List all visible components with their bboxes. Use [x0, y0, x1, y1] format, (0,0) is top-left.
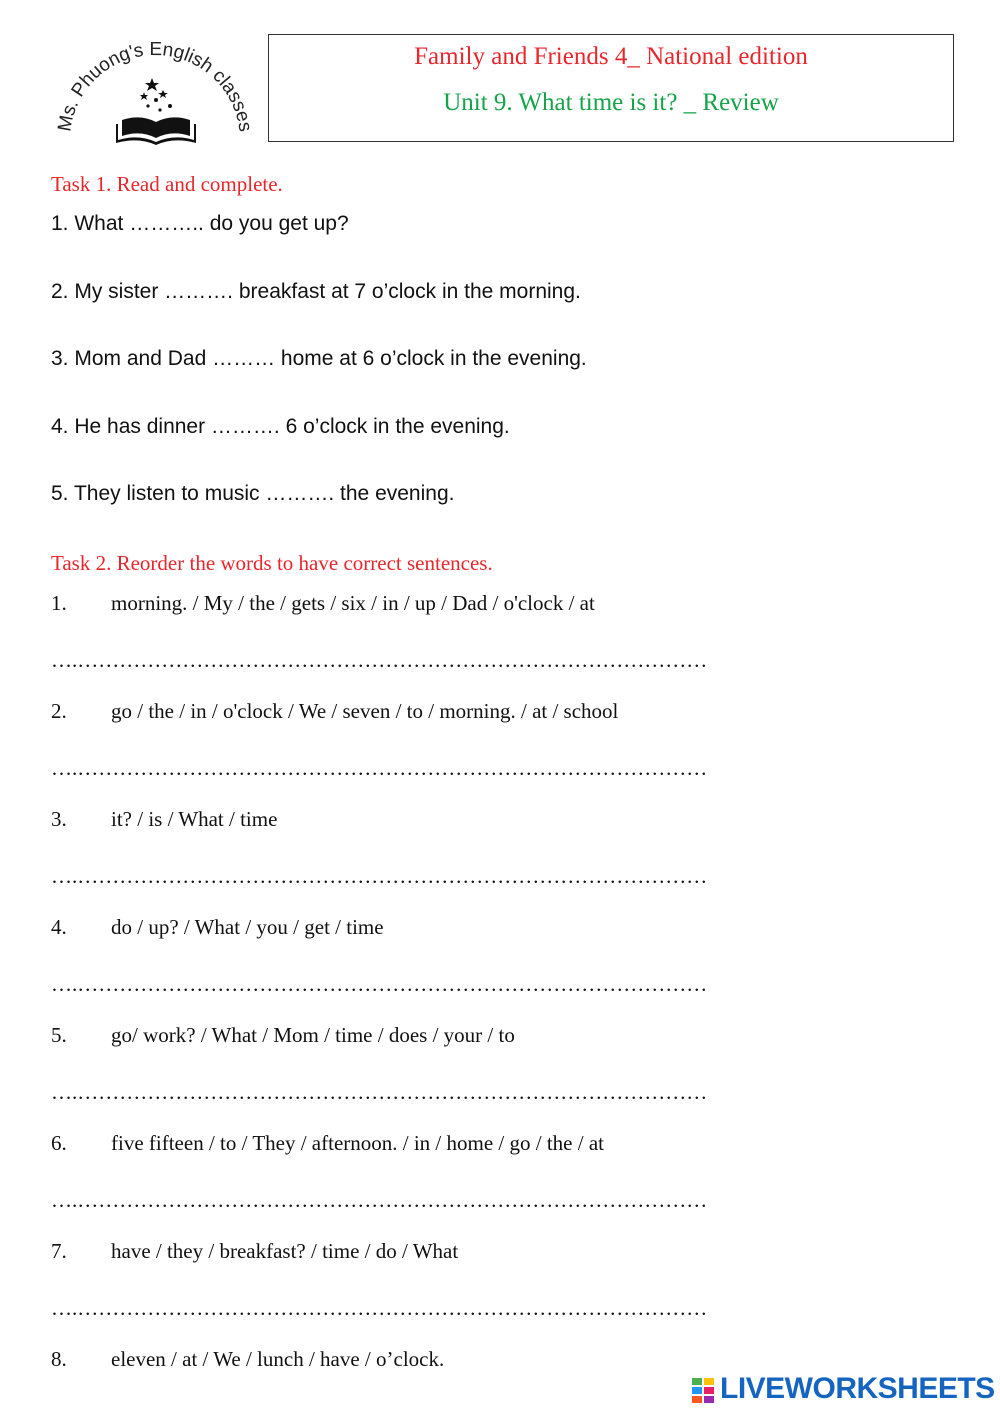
- answer-line[interactable]: ….………………………………………………………………………………: [51, 972, 708, 996]
- answer-line[interactable]: ….………………………………………………………………………………: [51, 1188, 708, 1212]
- task2-item-words: it? / is / What / time: [111, 807, 278, 831]
- task2-item-number: 7.: [51, 1239, 67, 1263]
- logo: [48, 40, 258, 150]
- worksheet-title: Family and Friends 4_ National edition: [414, 43, 808, 70]
- task1-item: 4. He has dinner ………. 6 o’clock in the evening.: [51, 415, 510, 438]
- task2-item-number: 3.: [51, 807, 67, 831]
- liveworksheets-watermark: [692, 1372, 995, 1410]
- task2-item-number: 4.: [51, 915, 67, 939]
- worksheet-subtitle: Unit 9. What time is it? _ Review: [443, 89, 779, 116]
- task2-item-number: 6.: [51, 1131, 67, 1155]
- open-book-icon: [116, 117, 196, 145]
- task1-item: 3. Mom and Dad ……… home at 6 o’clock in the evening.: [51, 347, 587, 370]
- task1-heading: Task 1. Read and complete.: [51, 172, 283, 196]
- task2-item-number: 2.: [51, 699, 67, 723]
- task2-item-number: 8.: [51, 1347, 67, 1371]
- answer-line[interactable]: ….………………………………………………………………………………: [51, 1296, 708, 1320]
- liveworksheets-logo-icon: [692, 1378, 716, 1404]
- task1-item: 1. What ……….. do you get up?: [51, 212, 349, 235]
- task2-heading: Task 2. Reorder the words to have correct sentences.: [51, 551, 493, 575]
- watermark-text: LIVEWORKSHEETS: [720, 1372, 995, 1405]
- task2-item-words: go/ work? / What / Mom / time / does / your / to: [111, 1023, 515, 1047]
- task2-item-words: have / they / breakfast? / time / do / What: [111, 1239, 459, 1263]
- header-box: [268, 34, 954, 142]
- answer-line[interactable]: ….………………………………………………………………………………: [51, 648, 708, 672]
- task2-item-words: five fifteen / to / They / afternoon. / in / home / go / the / at: [111, 1131, 604, 1155]
- task1-item: 5. They listen to music ………. the evening.: [51, 482, 455, 505]
- task1-item: 2. My sister ………. breakfast at 7 o’clock in the morning.: [51, 280, 581, 303]
- logo-text: Ms. Phuong's English classes: [54, 40, 256, 134]
- task2-item-number: 5.: [51, 1023, 67, 1047]
- answer-line[interactable]: ….………………………………………………………………………………: [51, 1080, 708, 1104]
- stars-icon: [140, 78, 172, 112]
- task2-item-words: eleven / at / We / lunch / have / o’clock.: [111, 1347, 445, 1371]
- task2-item-words: go / the / in / o'clock / We / seven / to / morning. / at / school: [111, 699, 619, 723]
- answer-line[interactable]: ….………………………………………………………………………………: [51, 864, 708, 888]
- task2-item-number: 1.: [51, 591, 67, 615]
- task2-item-words: do / up? / What / you / get / time: [111, 915, 384, 939]
- answer-line[interactable]: ….………………………………………………………………………………: [51, 756, 708, 780]
- task2-item-words: morning. / My / the / gets / six / in / up / Dad / o'clock / at: [111, 591, 595, 615]
